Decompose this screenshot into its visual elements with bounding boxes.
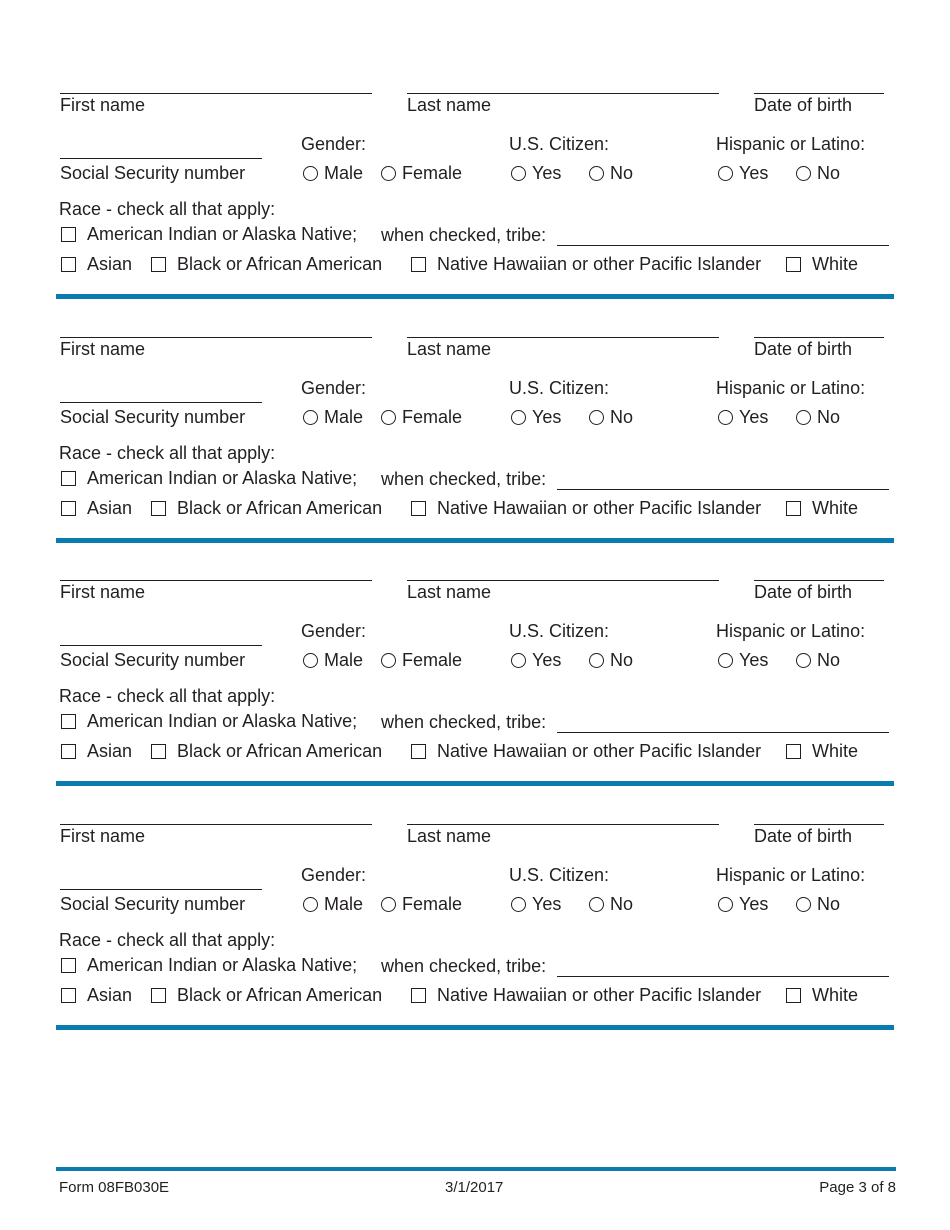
male-label: Male: [324, 894, 364, 915]
american-indian-label: American Indian or Alaska Native;: [87, 224, 358, 244]
form-date: 3/1/2017: [445, 1179, 504, 1196]
asian-label: Asian: [87, 985, 133, 1006]
asian-label: Asian: [87, 254, 133, 274]
person-block-2: [0, 244, 950, 518]
radio-citizen-no[interactable]: [589, 166, 604, 181]
last-name-label: Last name: [407, 582, 492, 603]
tribe-label: when checked, tribe:: [381, 468, 547, 489]
ssn-line: [60, 158, 262, 159]
american-indian-option[interactable]: [61, 224, 357, 244]
tribe-label: when checked, tribe:: [381, 956, 547, 977]
hispanic-yes-option[interactable]: [718, 163, 768, 183]
ssn-label: Social Security number: [60, 163, 246, 183]
last-name-line: [407, 580, 719, 581]
checkbox-american-indian[interactable]: [61, 227, 76, 242]
ssn-label: Social Security number: [60, 406, 246, 427]
race-heading: Race - check all that apply:: [59, 199, 276, 219]
radio-hispanic-no[interactable]: [796, 897, 811, 912]
page-number: Page 3 of 8: [819, 1179, 896, 1196]
checkbox-white[interactable]: [786, 988, 801, 1003]
white-option[interactable]: [786, 985, 858, 1005]
gender-male-option[interactable]: [303, 407, 363, 427]
dob-line: [754, 824, 884, 825]
first-name-line: [60, 824, 372, 825]
citizen-label: U.S. Citizen:: [509, 621, 610, 642]
citizen-no-label: No: [610, 163, 634, 183]
radio-hispanic-yes[interactable]: [718, 653, 733, 668]
radio-male[interactable]: [303, 897, 318, 912]
first-name-label: First name: [60, 95, 146, 115]
hispanic-yes-option[interactable]: [718, 650, 768, 670]
first-name-line: [60, 580, 372, 581]
citizen-yes-option[interactable]: [511, 407, 561, 427]
radio-hispanic-yes[interactable]: [718, 410, 733, 425]
first-name-label: First name: [60, 338, 146, 359]
hispanic-yes-option[interactable]: [718, 894, 768, 914]
hispanic-yes-label: Yes: [739, 406, 769, 427]
white-label: White: [812, 497, 859, 518]
hawaiian-label: Native Hawaiian or other Pacific Islander: [437, 985, 762, 1006]
american-indian-label: American Indian or Alaska Native;: [87, 955, 358, 976]
person-block-1: [0, 0, 950, 274]
citizen-label: U.S. Citizen:: [509, 865, 610, 886]
citizen-yes-label: Yes: [532, 650, 562, 671]
footer-rule: [56, 1167, 896, 1171]
dob-line: [754, 93, 884, 94]
male-label: Male: [324, 406, 364, 427]
checkbox-american-indian[interactable]: [61, 714, 76, 729]
asian-label: Asian: [87, 497, 133, 518]
hispanic-yes-label: Yes: [739, 894, 769, 915]
hispanic-label: Hispanic or Latino:: [716, 134, 866, 154]
race-heading: Race - check all that apply:: [59, 442, 276, 463]
first-name-line: [60, 337, 372, 338]
citizen-yes-label: Yes: [532, 406, 562, 427]
hispanic-no-label: No: [817, 650, 841, 671]
checkbox-black[interactable]: [151, 988, 166, 1003]
hispanic-label: Hispanic or Latino:: [716, 377, 866, 398]
american-indian-option[interactable]: [61, 711, 357, 731]
checkbox-american-indian[interactable]: [61, 471, 76, 486]
gender-male-option[interactable]: [303, 650, 363, 670]
black-option[interactable]: [151, 985, 382, 1005]
last-name-line: [407, 337, 719, 338]
gender-label: Gender:: [301, 377, 367, 398]
radio-citizen-no[interactable]: [589, 653, 604, 668]
citizen-yes-option[interactable]: [511, 894, 561, 914]
gender-female-option[interactable]: [381, 407, 462, 427]
citizen-yes-option[interactable]: [511, 650, 561, 670]
hispanic-label: Hispanic or Latino:: [716, 865, 866, 886]
female-label: Female: [402, 163, 463, 183]
first-name-label: First name: [60, 826, 146, 847]
white-label: White: [812, 985, 859, 1006]
hispanic-no-option[interactable]: [796, 163, 840, 183]
female-label: Female: [402, 650, 463, 671]
american-indian-option[interactable]: [61, 468, 357, 488]
radio-hispanic-yes[interactable]: [718, 166, 733, 181]
radio-hispanic-no[interactable]: [796, 166, 811, 181]
gender-male-option[interactable]: [303, 894, 363, 914]
checkbox-hawaiian[interactable]: [411, 988, 426, 1003]
black-label: Black or African American: [177, 741, 383, 762]
last-name-label: Last name: [407, 95, 492, 115]
person-block-3: [0, 487, 950, 762]
black-label: Black or African American: [177, 254, 383, 274]
race-heading: Race - check all that apply:: [59, 686, 276, 707]
radio-citizen-yes[interactable]: [511, 897, 526, 912]
ssn-line: [60, 645, 262, 646]
radio-citizen-no[interactable]: [589, 897, 604, 912]
male-label: Male: [324, 163, 364, 183]
gender-male-option[interactable]: [303, 163, 363, 183]
last-name-label: Last name: [407, 338, 492, 359]
section-divider: [56, 1025, 894, 1030]
hispanic-no-option[interactable]: [796, 407, 840, 427]
black-label: Black or African American: [177, 497, 383, 518]
citizen-no-label: No: [610, 894, 634, 915]
hawaiian-label: Native Hawaiian or other Pacific Islander: [437, 741, 762, 762]
radio-hispanic-no[interactable]: [796, 653, 811, 668]
person-block-4: [0, 731, 950, 1006]
hispanic-no-label: No: [817, 894, 841, 915]
radio-female[interactable]: [381, 653, 396, 668]
citizen-yes-label: Yes: [532, 894, 562, 915]
hispanic-label: Hispanic or Latino:: [716, 621, 866, 642]
checkbox-asian[interactable]: [61, 988, 76, 1003]
white-label: White: [812, 741, 859, 762]
hispanic-yes-option[interactable]: [718, 407, 768, 427]
american-indian-label: American Indian or Alaska Native;: [87, 467, 358, 488]
gender-label: Gender:: [301, 865, 367, 886]
female-label: Female: [402, 894, 463, 915]
radio-male[interactable]: [303, 166, 318, 181]
american-indian-option[interactable]: [61, 955, 357, 975]
black-label: Black or African American: [177, 985, 383, 1006]
hispanic-no-label: No: [817, 163, 841, 183]
hawaiian-label: Native Hawaiian or other Pacific Islander: [437, 497, 762, 518]
citizen-label: U.S. Citizen:: [509, 377, 610, 398]
citizen-yes-option[interactable]: [511, 163, 561, 183]
gender-female-option[interactable]: [381, 163, 462, 183]
asian-label: Asian: [87, 741, 133, 762]
radio-citizen-yes[interactable]: [511, 410, 526, 425]
radio-citizen-yes[interactable]: [511, 653, 526, 668]
race-heading: Race - check all that apply:: [59, 930, 276, 951]
gender-female-option[interactable]: [381, 650, 462, 670]
hispanic-no-option[interactable]: [796, 894, 840, 914]
citizen-no-option[interactable]: [589, 407, 633, 427]
dob-label: Date of birth: [754, 826, 853, 847]
dob-line: [754, 580, 884, 581]
hispanic-no-option[interactable]: [796, 650, 840, 670]
form-number: Form 08FB030E: [59, 1179, 170, 1196]
first-name-label: First name: [60, 582, 146, 603]
tribe-label: when checked, tribe:: [381, 712, 547, 733]
radio-male[interactable]: [303, 410, 318, 425]
female-label: Female: [402, 406, 463, 427]
citizen-no-label: No: [610, 406, 634, 427]
citizen-label: U.S. Citizen:: [509, 134, 610, 154]
citizen-no-option[interactable]: [589, 163, 633, 183]
ssn-label: Social Security number: [60, 650, 246, 671]
hispanic-yes-label: Yes: [739, 650, 769, 671]
white-label: White: [812, 254, 859, 274]
last-name-line: [407, 93, 719, 94]
dob-line: [754, 337, 884, 338]
radio-hispanic-no[interactable]: [796, 410, 811, 425]
male-label: Male: [324, 650, 364, 671]
citizen-no-label: No: [610, 650, 634, 671]
radio-citizen-yes[interactable]: [511, 166, 526, 181]
citizen-yes-label: Yes: [532, 163, 562, 183]
last-name-label: Last name: [407, 826, 492, 847]
ssn-label: Social Security number: [60, 894, 246, 915]
citizen-no-option[interactable]: [589, 894, 633, 914]
radio-female[interactable]: [381, 410, 396, 425]
tribe-label: when checked, tribe:: [381, 225, 547, 245]
checkbox-american-indian[interactable]: [61, 958, 76, 973]
hispanic-yes-label: Yes: [739, 163, 769, 183]
hawaiian-label: Native Hawaiian or other Pacific Islander: [437, 254, 762, 274]
last-name-line: [407, 824, 719, 825]
ssn-line: [60, 889, 262, 890]
gender-female-option[interactable]: [381, 894, 462, 914]
hawaiian-option[interactable]: [411, 985, 761, 1005]
radio-male[interactable]: [303, 653, 318, 668]
citizen-no-option[interactable]: [589, 650, 633, 670]
dob-label: Date of birth: [754, 582, 853, 603]
gender-label: Gender:: [301, 134, 367, 154]
radio-female[interactable]: [381, 166, 396, 181]
radio-citizen-no[interactable]: [589, 410, 604, 425]
radio-hispanic-yes[interactable]: [718, 897, 733, 912]
dob-label: Date of birth: [754, 95, 853, 115]
tribe-line: [557, 976, 889, 977]
hispanic-no-label: No: [817, 406, 841, 427]
asian-option[interactable]: [61, 985, 132, 1005]
radio-female[interactable]: [381, 897, 396, 912]
first-name-line: [60, 93, 372, 94]
american-indian-label: American Indian or Alaska Native;: [87, 711, 358, 732]
gender-label: Gender:: [301, 621, 367, 642]
ssn-line: [60, 402, 262, 403]
dob-label: Date of birth: [754, 338, 853, 359]
